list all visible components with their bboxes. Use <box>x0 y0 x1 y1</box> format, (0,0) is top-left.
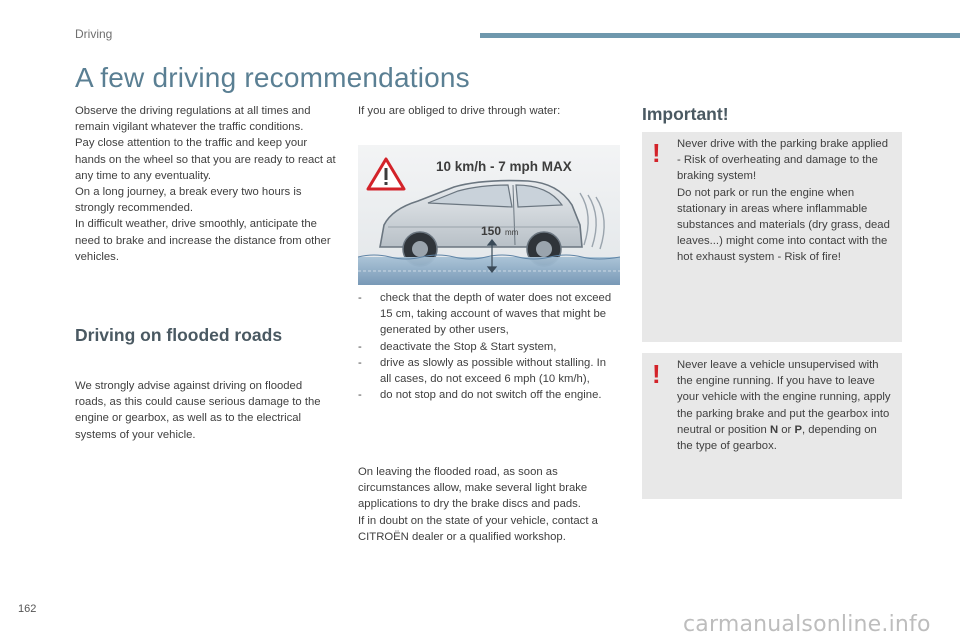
warning-text: Do not park or run the engine when stationary in areas where inflammable substances and materials (dry grass, dead leaves...) might come into contact with the hot exhaust system - Risk of fire! <box>677 186 890 264</box>
warning-text-part: , depending on the type of gearbox. <box>677 423 877 453</box>
watermark: carmanualsonline.info <box>683 612 931 637</box>
leaving-flooded-road-text <box>358 464 620 545</box>
leaving-paragraph: On leaving the flooded road, as soon as circumstances allow, make several light brake applications to dry the brake discs and pads. <box>358 466 588 511</box>
exclamation-icon: ! <box>652 359 661 389</box>
warning-text <box>677 357 894 454</box>
flooded-roads-body <box>75 378 335 443</box>
speed-limit-label: 10 km/h - 7 mph MAX <box>436 159 572 174</box>
warning-text: Never drive with the parking brake applied - Risk of overheating and damage to the braking system! <box>677 138 888 183</box>
intro-text <box>75 103 340 265</box>
water-intro-text: If you are obliged to drive through water: <box>358 105 561 117</box>
warning-text-part: Never leave a vehicle unsupervised with the engine running. If you have to leave your vehicle with the engine running, apply the parking brake and put the gearbox into neutral or position <box>677 359 891 436</box>
list-item-text: drive as slowly as possible without stalling. In all cases, do not exceed 6 mph (10 km/h), <box>380 356 607 386</box>
flooded-roads-heading: Driving on flooded roads <box>75 325 283 345</box>
section-label: Driving <box>75 27 113 41</box>
page-title: A few driving recommendations <box>75 62 470 93</box>
warning-text-part: or <box>778 423 795 436</box>
list-item <box>358 290 620 339</box>
list-item <box>358 387 620 403</box>
depth-value-label: 150 <box>481 224 502 238</box>
exclamation-icon: ! <box>652 138 661 168</box>
warning-box-parking-brake <box>642 132 902 342</box>
leaving-paragraph: If in doubt on the state of your vehicle, contact a CITROËN dealer or a qualified workshop. <box>358 514 598 543</box>
bullet-dash: - <box>358 340 362 353</box>
warning-box-unsupervised <box>642 353 902 499</box>
list-item-text: do not stop and do not switch off the engine. <box>380 389 602 402</box>
depth-unit-label: mm <box>505 228 519 237</box>
intro-paragraph: Pay close attention to the traffic and keep your hands on the wheel so that you are ready to react at any time to any eventuality. <box>75 137 336 182</box>
bullet-dash: - <box>358 356 362 369</box>
flooded-roads-paragraph: We strongly advise against driving on flooded roads, as this could cause serious damage to the engine or gearbox, as well as to the electrical systems of your vehicle. <box>75 380 321 441</box>
list-item <box>358 339 620 355</box>
gear-n-label: N <box>769 423 779 436</box>
water-bullet-list <box>358 290 620 403</box>
intro-paragraph: On a long journey, a break every two hours is strongly recommended. <box>75 186 302 215</box>
water-intro <box>358 103 623 119</box>
header-bar <box>480 33 960 38</box>
intro-paragraph: Observe the driving regulations at all times and remain vigilant whatever the traffic conditions. <box>75 105 311 134</box>
bullet-dash: - <box>358 389 362 402</box>
gear-p-label: P <box>794 423 802 436</box>
bullet-dash: - <box>358 292 362 304</box>
flood-illustration-svg <box>358 145 620 285</box>
list-item-text: deactivate the Stop & Start system, <box>380 340 557 353</box>
important-heading: Important! <box>642 104 729 124</box>
list-item <box>358 355 620 387</box>
flood-illustration <box>358 145 620 285</box>
page-number: 162 <box>18 603 37 615</box>
intro-paragraph: In difficult weather, drive smoothly, anticipate the need to brake and increase the distance from other vehicles. <box>75 218 331 263</box>
list-item-text: check that the depth of water does not exceed 15 cm, taking account of waves that might be generated by other users, <box>380 292 612 337</box>
